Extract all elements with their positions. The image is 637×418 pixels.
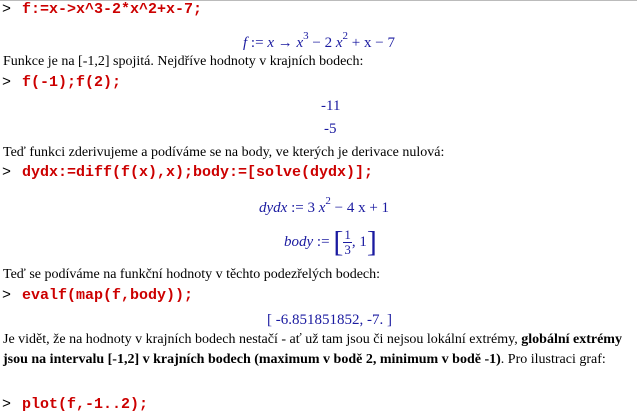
output-3a-rest: − 4 x + 1 — [334, 200, 390, 216]
input-line-2[interactable] — [0, 73, 121, 93]
text-3: Teď se podíváme na funkční hodnoty v těchto podezřelých bodech: — [3, 267, 381, 282]
fraction-denominator: 3 — [344, 242, 351, 258]
prompt-symbol: > — [2, 74, 12, 91]
input-line-5[interactable] — [0, 395, 148, 415]
output-2a: -11 — [321, 98, 341, 114]
command-5[interactable]: plot(f,-1..2); — [22, 396, 149, 413]
output-1-assign: := — [250, 35, 264, 51]
text-4 — [3, 330, 633, 370]
input-line-3[interactable] — [0, 163, 373, 183]
command-3[interactable]: dydx:=diff(f(x),x);body:=[solve(dydx)]; — [22, 164, 374, 181]
output-1-x3: x — [296, 35, 304, 51]
text-2: Teď funkci zderivujeme a podíváme se na body, ve kterých je derivace nulová: — [3, 145, 445, 160]
output-4: [ -6.851851852, -7. ] — [267, 312, 392, 328]
output-1-term2: − 2 — [312, 35, 333, 51]
output-3a-x: x — [318, 200, 326, 216]
prompt-symbol: > — [2, 1, 12, 18]
command-1[interactable]: f:=x->x^3-2*x^2+x-7; — [22, 1, 203, 18]
output-1-lhs: f — [243, 35, 248, 51]
output-3a-exp: 2 — [325, 195, 331, 207]
output-3a — [259, 195, 389, 217]
output-3a-assign: := 3 — [291, 200, 315, 216]
output-1-var: x — [267, 35, 274, 51]
output-3b-assign: := — [316, 234, 330, 250]
output-3b-open-bracket: [ — [333, 225, 344, 259]
text-4-bold: globální extrémy jsou na intervalu [-1,2] v krajních bodech (maximum v bodě 2, minimum v bodě -1) — [3, 332, 622, 367]
output-2b: -5 — [324, 121, 337, 137]
output-1-exp3: 3 — [303, 30, 309, 42]
output-1 — [243, 30, 395, 52]
text-4-part-c: . Pro ilustraci graf: — [500, 352, 606, 367]
text-1: Funkce je na [-1,2] spojitá. Nejdříve hodnoty v krajních bodech: — [3, 54, 364, 69]
prompt-symbol: > — [2, 287, 12, 304]
text-4-part-a: Je vidět, že na hodnoty v krajních bodech nestačí - ať už tam jsou či nejsou lokální extrémy, — [3, 332, 522, 347]
output-1-rest: + x − 7 — [351, 35, 395, 51]
output-1-x2: x — [335, 35, 343, 51]
output-3b-close-bracket: ] — [366, 225, 377, 259]
output-1-arrow: → — [277, 35, 293, 51]
output-3b-lhs: body — [284, 234, 314, 250]
command-4[interactable]: evalf(map(f,body)); — [22, 287, 194, 304]
output-1-exp2: 2 — [342, 30, 349, 42]
output-3b-fraction — [343, 228, 352, 257]
prompt-symbol: > — [2, 164, 12, 181]
command-2[interactable]: f(-1);f(2); — [22, 74, 122, 91]
input-line-4[interactable] — [0, 286, 193, 306]
output-3b-sep: , 1 — [351, 234, 367, 250]
fraction-numerator: 1 — [344, 227, 351, 243]
output-3a-lhs: dydx — [259, 200, 288, 216]
prompt-symbol: > — [2, 396, 12, 413]
output-3b — [284, 222, 377, 262]
input-line-1[interactable] — [0, 0, 202, 20]
